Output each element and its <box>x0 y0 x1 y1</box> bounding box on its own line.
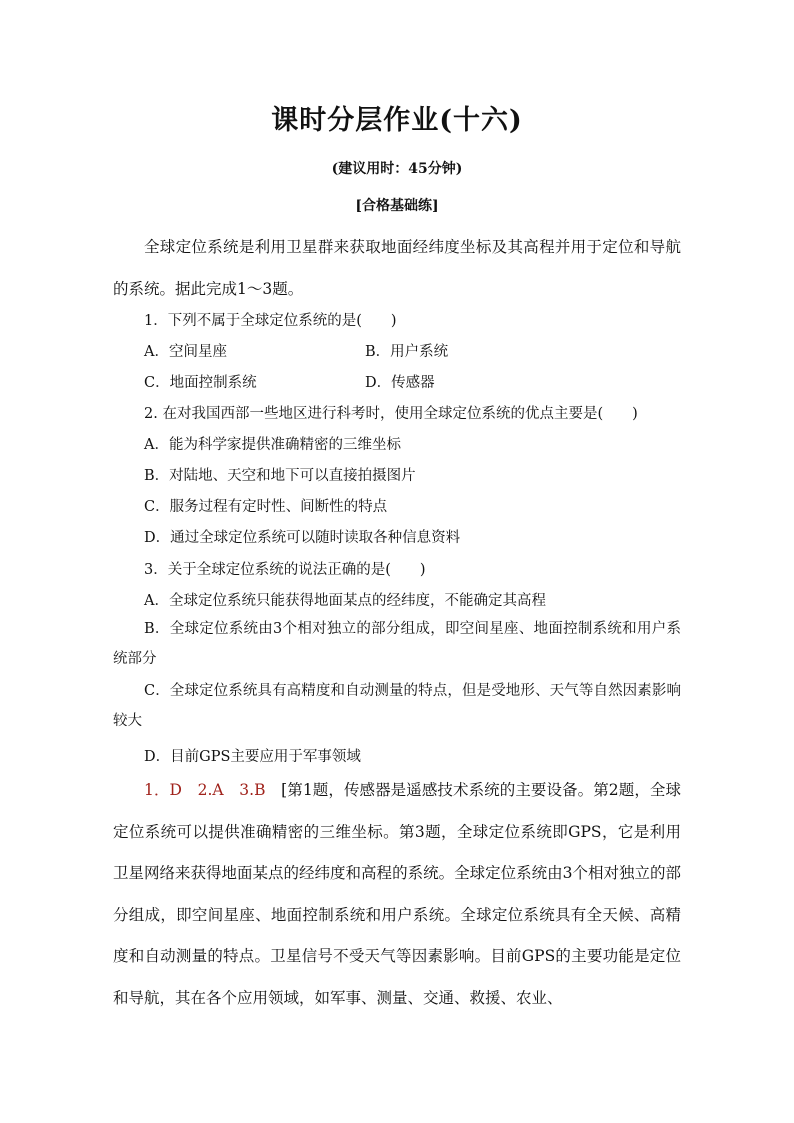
question-1-option-d: D．传感器 <box>365 375 435 391</box>
question-3-stem: 3．关于全球定位系统的说法正确的是( ) <box>144 562 426 578</box>
question-1-stem: 1．下列不属于全球定位系统的是( ) <box>144 313 397 329</box>
question-2-option-c: C．服务过程有定时性、间断性的特点 <box>144 499 388 515</box>
intro-paragraph: 全球定位系统是利用卫星群来获取地面经纬度坐标及其高程并用于定位和导航的系统。据此完成1～3题。 <box>113 238 681 298</box>
question-1-option-c: C．地面控制系统 <box>144 375 257 391</box>
explanation-text: [第1题，传感器是遥感技术系统的主要设备。第2题，全球定位系统可以提供准确精密的三维坐标。第3题，全球定位系统即GPS，它是利用卫星网络来获得地面某点的经纬度和高程的系统。全球定位系统由3个相对独立的部分组成，即空间星座、地面控制系统和用户系统。全球定位系统具有全天候、高精度和自动测量的特点。卫星信号不受天气等因素影响。目前GPS的主要功能是定位和导航，其在各个应用领域，如军事、测量、交通、救援、农业、 <box>113 781 681 1007</box>
question-2-option-b: B．对陆地、天空和地下可以直接拍摄图片 <box>144 468 416 484</box>
answer-3: 3.B <box>239 781 266 799</box>
answer-explanation <box>113 770 681 1019</box>
page-title: 课时分层作业(十六) <box>271 105 523 136</box>
question-3-option-a: A．全球定位系统只能获得地面某点的经纬度，不能确定其高程 <box>144 593 546 609</box>
question-2-option-a: A．能为科学家提供准确精密的三维坐标 <box>144 437 401 453</box>
suggested-time: (建议用时：45分钟) <box>331 161 463 177</box>
question-3-option-c: C．全球定位系统具有高精度和自动测量的特点，但是受地形、天气等自然因素影响较大 <box>113 683 681 729</box>
section-heading: [合格基础练] <box>355 198 439 214</box>
answer-1: 1．D <box>144 781 182 799</box>
question-3-option-b: B．全球定位系统由3个相对独立的部分组成，即空间星座、地面控制系统和用户系统部分 <box>113 621 681 667</box>
question-3-option-d: D．目前GPS主要应用于军事领域 <box>144 749 361 765</box>
answer-2: 2.A <box>197 781 224 799</box>
question-2-option-d: D．通过全球定位系统可以随时读取各种信息资料 <box>144 530 461 546</box>
question-1-option-b: B．用户系统 <box>365 344 449 360</box>
question-2-stem: 2. 在对我国西部一些地区进行科考时，使用全球定位系统的优点主要是( ) <box>144 406 638 422</box>
question-1-option-a: A．空间星座 <box>144 344 227 360</box>
